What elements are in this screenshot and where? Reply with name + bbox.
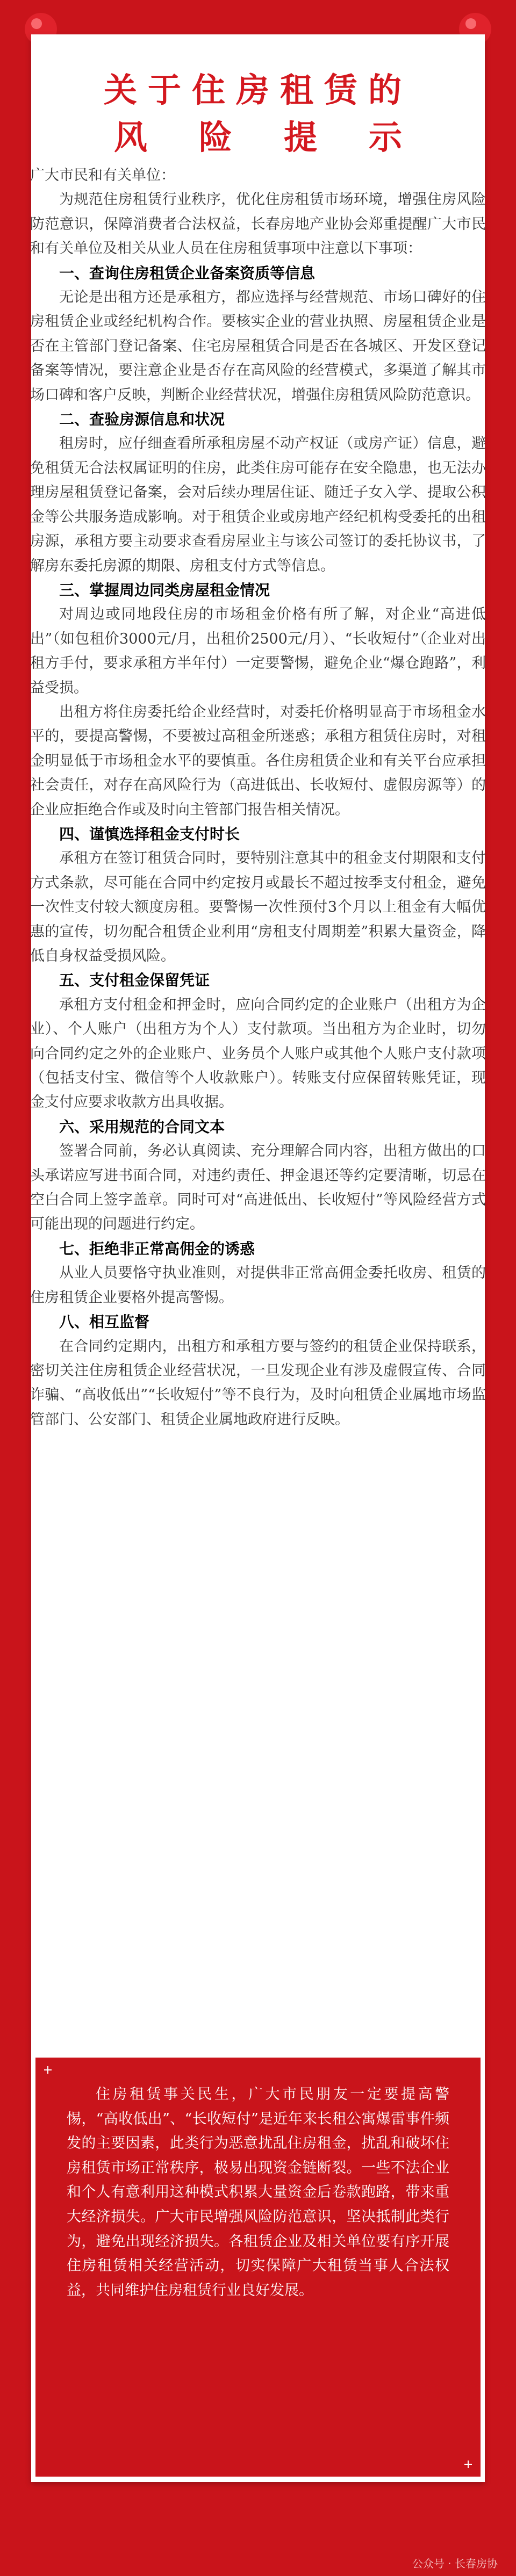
- section-heading-1: 一、查询住房租赁企业备案资质等信息: [59, 264, 316, 282]
- section-8-paragraph: 在合同约定期内，出租方和承租方要与签约的租赁企业保持联系，密切关注住房租赁企业经营状况，一旦发现企业有涉及虚假宣传、合同诈骗、“高收低出”“长收短付”等不良行为，及时向租赁企业属地市场监管部门、公安部门、租赁企业属地政府进行反映。: [30, 1338, 486, 1428]
- section-5-paragraph: 承租方支付租金和押金时，应向合同约定的企业账户（出租方为企业）、个人账户（出租方为个人）支付款项。当出租方为企业时，切勿向合同约定之外的企业账户、业务员个人账户或其他个人账户支付款项（包括支付宝、微信等个人收款账户）。转账支付应保留转账凭证，现金支付应要求收款方出具收据。: [30, 996, 486, 1111]
- plus-icon: [43, 2065, 53, 2075]
- section-2-paragraph: 租房时，应仔细查看所承租房屋不动产权证（或房产证）信息，避免租赁无合法权属证明的住房，此类住房可能存在安全隐患，也无法办理房屋租赁登记备案，会对后续办理居住证、随迁子女入学、提取公积金等公共服务造成影响。对于租赁企业或房地产经纪机构受委托的出租房源，承租方要主动要求查看房屋业主与该公司签订的委托协议书，了解房东委托房源的期限、房租支付方式等信息。: [30, 435, 486, 574]
- closing-note-box: [35, 2058, 481, 2477]
- section-6-paragraph: 签署合同前，务必认真阅读、充分理解合同内容，出租方做出的口头承诺应写进书面合同，对违约责任、押金退还等约定要清晰，切忌在空白合同上签字盖章。同时可对“高进低出、长收短付”等风险经营方式可能出现的问题进行约定。: [30, 1143, 486, 1233]
- intro-paragraph: 为规范住房租赁行业秩序，优化住房租赁市场环境，增强住房风险防范意识，保障消费者合法权益，长春房地产业协会郑重提醒广大市民和有关单位及相关从业人员在住房租赁事项中注意以下事项：: [30, 191, 486, 257]
- section-heading-6: 六、采用规范的合同文本: [59, 1117, 225, 1136]
- page-title-line1: 关于住房租赁的: [103, 70, 412, 110]
- salutation: 广大市民和有关单位：: [30, 167, 175, 184]
- section-heading-7: 七、拒绝非正常高佣金的诱惑: [59, 1239, 255, 1258]
- notice-body: [30, 163, 486, 1432]
- closing-note-text: 住房租赁事关民生，广大市民朋友一定要提高警惕，“高收低出”、“长收短付”是近年来长租公寓爆雷事件频发的主要因素，此类行为恶意扰乱住房租金，扰乱和破坏住房租赁市场正常秩序，极易出现资金链断裂。一些不法企业和个人有意利用这种模式积累大量资金后卷款跑路，带来重大经济损失。广大市民增强风险防范意识，坚决抵制此类行为，避免出现经济损失。各租赁企业及相关单位要有序开展住房租赁相关经营活动，切实保障广大租赁当事人合法权益，共同维护住房租赁行业良好发展。: [67, 2086, 449, 2299]
- page-title-line2: 风险提示: [113, 118, 454, 157]
- section-3-paragraph-1: 对周边或同地段住房的市场租金价格有所了解，对企业“高进低出”（如包租价3000元/月，出租价2500元/月）、“长收短付”（企业对出租方手付，要求承租方半年付）一定要警惕，避免企业“爆仓跑路”，利益受损。: [30, 606, 486, 696]
- source-credit: 公众号 · 长春房协: [412, 2557, 498, 2570]
- section-heading-4: 四、谨慎选择租金支付时长: [59, 825, 240, 843]
- plus-icon: [463, 2459, 473, 2469]
- section-heading-3: 三、掌握周边同类房屋租金情况: [59, 581, 270, 599]
- section-7-paragraph: 从业人员要恪守执业准则，对提供非正常高佣金委托收房、租赁的住房租赁企业要格外提高警惕。: [30, 1265, 486, 1306]
- section-heading-5: 五、支付租金保留凭证: [59, 971, 210, 990]
- section-heading-8: 八、相互监督: [59, 1313, 150, 1331]
- section-3-paragraph-2: 出租方将住房委托给企业经营时，对委托价格明显高于市场租金水平的，要提高警惕，不要被过高租金所迷惑；承租方租赁住房时，对租金明显低于市场租金水平的要慎重。各住房租赁企业和有关平台应承担社会责任，对存在高风险行为（高进低出、长收短付、虚假房源等）的企业应拒绝合作或及时向主管部门报告相关情况。: [30, 703, 486, 818]
- section-1-paragraph: 无论是出租方还是承租方，都应选择与经营规范、市场口碑好的住房租赁企业或经纪机构合作。要核实企业的营业执照、房屋租赁企业是否在主管部门登记备案、住宅房屋租赁合同是否在各城区、开发区登记备案等情况，要注意企业是否存在高风险的经营模式，多渠道了解其市场口碑和客户反映，判断企业经营状况，增强住房租赁风险防范意识。: [30, 289, 486, 403]
- section-heading-2: 二、查验房源信息和状况: [59, 410, 225, 429]
- section-4-paragraph: 承租方在签订租赁合同时，要特别注意其中的租金支付期限和支付方式条款，尽可能在合同中约定按月或最长不超过按季支付租金，避免一次性支付较大额度房租。要警惕一次性预付3个月以上租金有大幅优惠的宣传，切勿配合租赁企业利用“房租支付周期差”积累大量资金，降低自身权益受损风险。: [30, 850, 486, 964]
